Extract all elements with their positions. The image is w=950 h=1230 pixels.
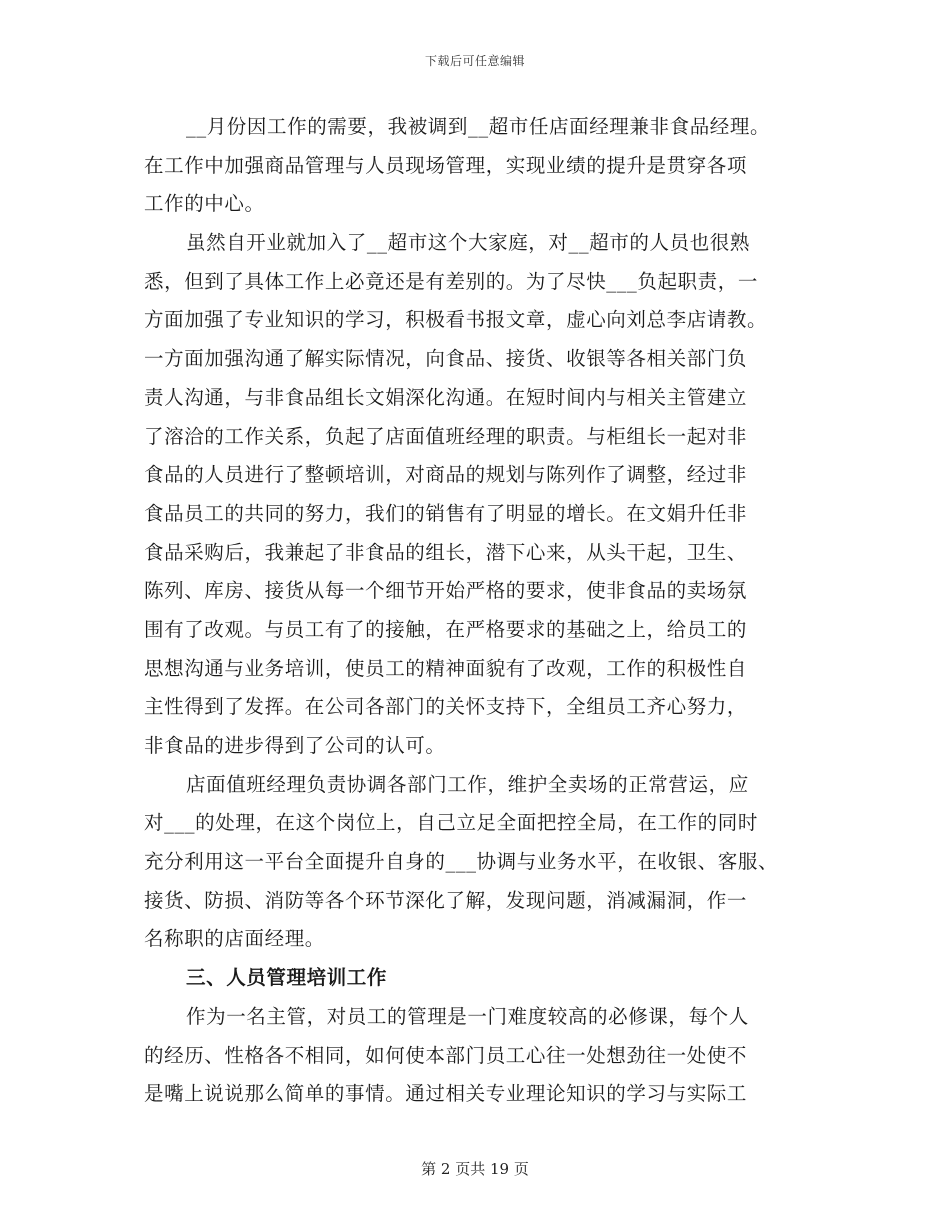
- paragraph-4-line-3: 是嘴上说说那么简单的事情。通过相关专业理论知识的学习与实际工: [144, 1082, 748, 1106]
- paragraph-3-line-4: 接货、防损、消防等各个环节深化了解，发现问题，消减漏洞，作一: [144, 888, 748, 912]
- paragraph-3-line-5: 名称职的店面经理。: [144, 927, 325, 951]
- paragraph-2-line-3: 方面加强了专业知识的学习，积极看书报文章，虚心向刘总李店请教。: [144, 308, 768, 332]
- paragraph-2-line-4: 一方面加强沟通了解实际情况，向食品、接货、收银等各相关部门负: [144, 347, 748, 371]
- paragraph-2-line-14: 非食品的进步得到了公司的认可。: [144, 734, 446, 757]
- document-body: [144, 108, 824, 1114]
- page-header: 下载后可任意编辑: [424, 54, 525, 68]
- paragraph-4-line-1: 作为一名主管，对员工的管理是一门难度较高的必修课，每个人: [186, 1004, 749, 1028]
- paragraph-2-line-1: 虽然自开业就加入了__超市这个大家庭，对__超市的人员也很熟: [186, 231, 751, 255]
- paragraph-1-line-1: __月份因工作的需要，我被调到__超市任店面经理兼非食品经理。: [186, 115, 771, 138]
- paragraph-2-line-6: 了溶洽的工作关系，负起了店面值班经理的职责。与柜组长一起对非: [144, 424, 748, 448]
- paragraph-2-line-8: 食品员工的共同的努力，我们的销售有了明显的增长。在文娟升任非: [144, 501, 748, 525]
- paragraph-2-line-12: 思想沟通与业务培训，使员工的精神面貌有了改观，工作的积极性自: [144, 656, 748, 680]
- paragraph-3-line-3: 充分利用这一平台全面提升自身的___协调与业务水平，在收银、客服、: [144, 850, 779, 874]
- paragraph-2-line-2: 悉，但到了具体工作上必竟还是有差别的。为了尽快___负起职责，一: [144, 269, 758, 293]
- paragraph-3-line-1: 店面值班经理负责协调各部门工作，维护全卖场的正常营运，应: [186, 772, 749, 796]
- paragraph-2-line-11: 围有了改观。与员工有了的接触，在严格要求的基础之上，给员工的: [144, 617, 748, 641]
- paragraph-4-line-2: 的经历、性格各不相同，如何使本部门员工心往一处想劲往一处使不: [144, 1043, 748, 1067]
- paragraph-2-line-9: 食品采购后，我兼起了非食品的组长，潜下心来，从头干起，卫生、: [144, 540, 748, 564]
- section-heading: 三、人员管理培训工作: [186, 966, 388, 990]
- paragraph-1-line-2: 在工作中加强商品管理与人员现场管理，实现业绩的提升是贯穿各项: [144, 153, 748, 177]
- page-number-footer: 第 2 页共 19 页: [421, 1160, 529, 1178]
- paragraph-3-line-2: 对___的处理，在这个岗位上，自己立足全面把控全局，在工作的同时: [144, 811, 758, 835]
- paragraph-1-line-3: 工作的中心。: [144, 192, 265, 216]
- paragraph-2-line-13: 主性得到了发挥。在公司各部门的关怀支持下，全组员工齐心努力，: [144, 695, 748, 719]
- paragraph-2-line-5: 责人沟通，与非食品组长文娟深化沟通。在短时间内与相关主管建立: [144, 385, 748, 409]
- paragraph-2-line-7: 食品的人员进行了整顿培训，对商品的规划与陈列作了调整，经过非: [144, 463, 748, 487]
- paragraph-2-line-10: 陈列、库房、接货从每一个细节开始严格的要求，使非食品的卖场氛: [144, 579, 748, 603]
